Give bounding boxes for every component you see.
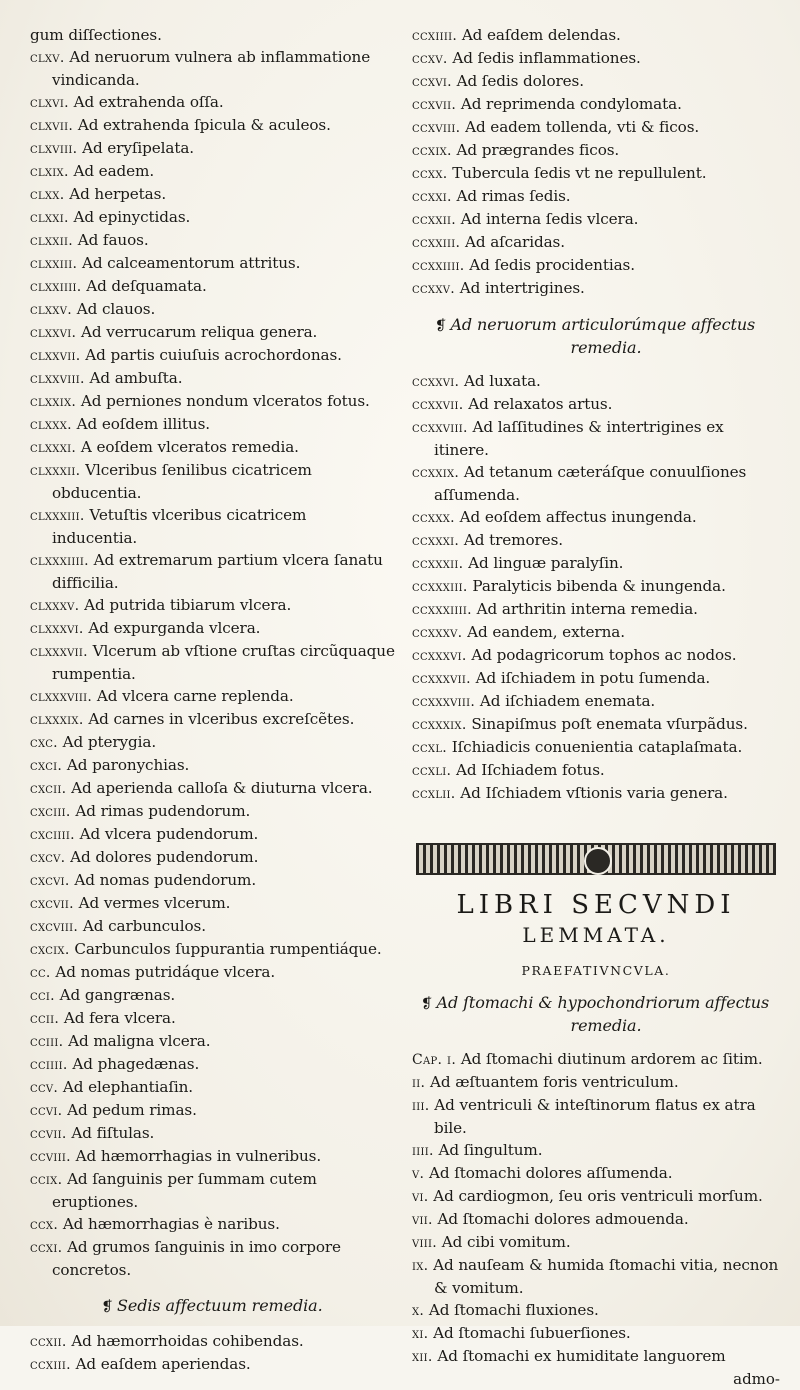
entry-text: Tubercula ſedis vt ne repullulent. [452, 164, 707, 182]
entry-text: Carbunculos ſuppurantia rumpentiáque. [74, 940, 382, 958]
entry-number: xi. [412, 1326, 429, 1342]
entry-text: Ad vlcera carne replenda. [96, 687, 294, 705]
book-title: LIBRI SECVNDI [456, 890, 736, 920]
entry-text: Ad reprimenda condylomata. [460, 95, 682, 113]
lemma-entry [30, 1122, 396, 1145]
entry-number: ccxvii. [412, 97, 457, 113]
entry-text: Ad clauos. [76, 300, 156, 318]
entry-number: ccxxxviii. [412, 694, 476, 710]
entry-number: viii. [412, 1235, 438, 1251]
lemma-entry [412, 667, 780, 690]
entry-text: Ad ſtomachi fluxiones. [428, 1301, 599, 1319]
entry-number: ccvi. [30, 1103, 63, 1119]
chapter-entry [412, 1254, 780, 1299]
lemma-entry [30, 1145, 396, 1168]
lemma-entry [30, 1007, 396, 1030]
lemma-entry [412, 416, 780, 461]
lemma-entry [30, 183, 396, 206]
lemma-entry [30, 1053, 396, 1076]
right-entry-list [412, 24, 780, 300]
entry-number: clxix. [30, 164, 69, 180]
entry-text: Ad eaſdem aperiendas. [75, 1355, 251, 1373]
entry-text: Ad aperienda calloſa & diuturna vlcera. [71, 779, 373, 797]
lemma-entry [412, 24, 780, 47]
lemma-entry [30, 390, 396, 413]
entry-text: Ad interna ſedis vlcera. [460, 210, 639, 228]
entry-number: clxv. [30, 50, 65, 66]
lemma-entry [30, 1236, 396, 1281]
entry-text: Ad herpetas. [69, 185, 167, 203]
lemma-entry [30, 961, 396, 984]
lemma-entry [30, 275, 396, 298]
entry-number: ccxxiii. [412, 235, 461, 251]
entry-number: ccxl. [412, 740, 448, 756]
entry-number: cxcviii. [30, 919, 79, 935]
entry-number: cxcii. [30, 781, 67, 797]
lemma-entry [412, 185, 780, 208]
lemma-entry [30, 549, 396, 594]
chapter-list [412, 1048, 780, 1368]
entry-number: clxxxiii. [30, 508, 85, 524]
entry-number: Cap. i. [412, 1052, 457, 1068]
entry-text: Ad arthritin interna remedia. [476, 600, 698, 618]
entry-text: Ad extremarum partium vlcera ſanatu difficilia. [52, 551, 383, 592]
entry-text: Ad aſcaridas. [464, 233, 565, 251]
lemma-entry [30, 24, 396, 46]
entry-text: Ad ſtomachi diutinum ardorem ac ſitim. [460, 1050, 763, 1068]
entry-number: clxxxix. [30, 712, 84, 728]
lemma-entry [30, 846, 396, 869]
entry-number: clxxxv. [30, 598, 80, 614]
lemma-entry [412, 254, 780, 277]
entry-text: Ad paronychias. [66, 756, 190, 774]
entry-text: Ad intertrigines. [459, 279, 585, 297]
entry-number: xii. [412, 1349, 433, 1365]
entry-text: Ad extrahenda oſſa. [73, 93, 224, 111]
entry-text: Ad relaxatos artus. [468, 395, 613, 413]
lemma-entry [412, 70, 780, 93]
entry-text: Ad epinyctidas. [73, 208, 191, 226]
entry-text: Ad partis cuiuſuis acrochordonas. [85, 346, 342, 364]
entry-text: Ad perniones nondum vlceratos fotus. [80, 392, 370, 410]
lemma-entry [30, 367, 396, 390]
entry-text: Ad eadem tollenda, vti & ficos. [465, 118, 700, 136]
entry-text: Ad eadem. [73, 162, 155, 180]
lemma-entry [412, 736, 780, 759]
entry-number: cxci. [30, 758, 63, 774]
entry-number: ccxxxi. [412, 533, 460, 549]
entry-text: Ad rimas ſedis. [456, 187, 571, 205]
entry-number: clxxiiii. [30, 279, 82, 295]
lemma-entry [30, 114, 396, 137]
lemma-entry [30, 731, 396, 754]
entry-number: ccxxxvi. [412, 648, 467, 664]
entry-text: Ad carbunculos. [82, 917, 206, 935]
entry-number: clxvii. [30, 118, 74, 134]
entry-number: clxxx. [30, 417, 72, 433]
lemma-entry [30, 504, 396, 549]
entry-text: Ad nauſeam & humida ſtomachi vitia, necnon & vomitum. [433, 1256, 779, 1297]
lemma-entry [30, 137, 396, 160]
section-heading-stomachi: ❡ Ad ſtomachi & hypochondriorum affectus remedia. [420, 993, 770, 1035]
section-heading-sedis: ❡ Sedis affectuum remedia. [101, 1296, 323, 1315]
entry-number: ccxlii. [412, 786, 456, 802]
entry-text: Ad cibi vomitum. [441, 1233, 571, 1251]
lemma-entry [412, 506, 780, 529]
lemma-entry [30, 1168, 396, 1213]
entry-text: Ad putrida tibiarum vlcera. [84, 596, 292, 614]
entry-text: Ad eoſdem illitus. [76, 415, 210, 433]
entry-text: Ad tetanum cæteráſque conuulſiones aſſumenda. [434, 463, 747, 504]
entry-number: ccxxxv. [412, 625, 463, 641]
entry-number: ccxxiiii. [412, 258, 465, 274]
entry-text: Ad ſedis procidentias. [469, 256, 635, 274]
entry-text: Sinapiſmus poſt enemata vſurpãdus. [471, 715, 748, 733]
chapter-entry [412, 1094, 780, 1139]
lemma-entry [30, 1213, 396, 1236]
lemma-entry [412, 759, 780, 782]
lemma-entry [30, 708, 396, 731]
chapter-entry [412, 1231, 780, 1254]
entry-number: ccxxii. [412, 212, 456, 228]
entry-number: clxxxvii. [30, 644, 88, 660]
entry-number: cci. [30, 988, 55, 1004]
entry-text: Ad eaſdem delendas. [461, 26, 621, 44]
lemma-entry [30, 1353, 396, 1376]
lemma-entry [30, 617, 396, 640]
entry-text: Ad laſſitudines & intertrigines ex itinere. [434, 418, 724, 459]
lemma-entry [30, 892, 396, 915]
entry-number: clxvi. [30, 95, 69, 111]
lemma-entry [412, 162, 780, 185]
entry-text: Ad ſtomachi ſubuerſiones. [433, 1324, 631, 1342]
lemma-entry [30, 91, 396, 114]
lemma-entry [412, 713, 780, 736]
entry-number: clxxvi. [30, 325, 77, 341]
lemma-entry [30, 1030, 396, 1053]
entry-text: Ad ſtomachi dolores aſſumenda. [429, 1164, 673, 1182]
entry-number: ccxiiii. [412, 28, 458, 44]
entry-text: Ad deſquamata. [86, 277, 207, 295]
entry-text: Ad ſtomachi ex humiditate languorem [437, 1347, 726, 1365]
entry-number: cxcvi. [30, 873, 70, 889]
entry-number: ccxi. [30, 1240, 63, 1256]
entry-text: Ad podagricorum tophos ac nodos. [471, 646, 737, 664]
entry-number: cc. [30, 965, 51, 981]
lemma-entry [412, 277, 780, 300]
entry-text: Ad ſedis dolores. [456, 72, 584, 90]
entry-number: ccxxix. [412, 465, 460, 481]
entry-number: vii. [412, 1212, 433, 1228]
entry-text: Ad linguæ paralyſin. [468, 554, 624, 572]
lemma-entry [30, 938, 396, 961]
chapter-entry [412, 1185, 780, 1208]
lemma-entry [30, 754, 396, 777]
lemma-entry [412, 47, 780, 70]
chapter-entry [412, 1071, 780, 1094]
entry-text: Ad rimas pudendorum. [75, 802, 251, 820]
entry-number: ccx. [30, 1217, 59, 1233]
entry-text: Ad grumos ſanguinis in imo corpore concretos. [52, 1238, 341, 1279]
entry-number: cxcix. [30, 942, 70, 958]
entry-number: ccxvi. [412, 74, 452, 90]
chapter-entry [412, 1139, 780, 1162]
lemma-entry [412, 644, 780, 667]
entry-number: cxciiii. [30, 827, 75, 843]
lemma-entry [30, 823, 396, 846]
entry-text: Ad expurganda vlcera. [88, 619, 261, 637]
chapter-entry [412, 1345, 780, 1368]
entry-text: Ad fera vlcera. [63, 1009, 176, 1027]
entry-text: Ad carnes in vlceribus excreſcẽtes. [88, 710, 355, 728]
lemma-entry [30, 413, 396, 436]
entry-text: Ad pedum rimas. [67, 1101, 197, 1119]
entry-number: cxc. [30, 735, 58, 751]
lemma-entry [30, 436, 396, 459]
entry-text: Iſchiadicis conuenientia cataplaſmata. [451, 738, 743, 756]
entry-number: clxxxii. [30, 463, 81, 479]
entry-text: A eoſdem vlceratos remedia. [80, 438, 299, 456]
entry-number: ccxiii. [30, 1357, 71, 1373]
right-entry-list-after [412, 370, 780, 805]
entry-text: gum diſſectiones. [30, 26, 162, 44]
entry-text: Ad tremores. [463, 531, 563, 549]
lemma-entry [412, 393, 780, 416]
entry-text: Ad gangrænas. [59, 986, 176, 1004]
entry-number: clxviii. [30, 141, 78, 157]
lemma-entry [30, 594, 396, 617]
entry-number: ccxli. [412, 763, 452, 779]
entry-number: cxcv. [30, 850, 66, 866]
lemma-entry [30, 1330, 396, 1353]
entry-number: clxxviii. [30, 371, 85, 387]
entry-text: Ad ambuſta. [89, 369, 183, 387]
lemma-entry [412, 231, 780, 254]
section-heading-neruorum: ❡ Ad neruorum articulorúmque affectus remedia. [434, 315, 756, 357]
entry-text: Ad ſingultum. [438, 1141, 543, 1159]
entry-text: Ad eryſipelata. [82, 139, 195, 157]
entry-number: ccviii. [30, 1149, 71, 1165]
left-entry-list-after [30, 1330, 396, 1376]
lemma-entry [412, 529, 780, 552]
lemma-entry [30, 252, 396, 275]
entry-text: Ad ſtomachi dolores admouenda. [437, 1210, 689, 1228]
pilcrow-icon: ❡ [101, 1299, 114, 1315]
entry-number: ccv. [30, 1080, 59, 1096]
entry-number: vi. [412, 1189, 429, 1205]
entry-number: cciiii. [30, 1057, 68, 1073]
entry-number: clxxxvi. [30, 621, 84, 637]
lemma-entry [412, 690, 780, 713]
entry-text: Ad vermes vlcerum. [78, 894, 231, 912]
entry-number: clxxii. [30, 233, 73, 249]
entry-number: cxcvii. [30, 896, 74, 912]
entry-number: ccxii. [30, 1334, 67, 1350]
left-entry-list [30, 24, 396, 1281]
lemma-entry [412, 598, 780, 621]
right-column [412, 24, 780, 1390]
entry-number: x. [412, 1303, 425, 1319]
entry-text: Ad fauos. [77, 231, 149, 249]
lemma-entry [412, 782, 780, 805]
entry-text: Ad hæmorrhoidas cohibendas. [71, 1332, 304, 1350]
entry-number: cxciii. [30, 804, 71, 820]
entry-number: ccvii. [30, 1126, 67, 1142]
lemma-entry [412, 370, 780, 393]
entry-text: Ad hæmorrhagias in vulneribus. [75, 1147, 322, 1165]
entry-text: Ad eoſdem affectus inungenda. [459, 508, 697, 526]
entry-text: Ad neruorum vulnera ab inflammatione vindicanda. [52, 48, 371, 89]
entry-number: clxxi. [30, 210, 69, 226]
lemma-entry [30, 1076, 396, 1099]
lemma-entry [30, 344, 396, 367]
lemma-entry [412, 552, 780, 575]
lemma-entry [30, 777, 396, 800]
entry-number: ccii. [30, 1011, 60, 1027]
entry-number: ccxxvi. [412, 374, 460, 390]
entry-number: ccxxvii. [412, 397, 464, 413]
lemma-entry [412, 208, 780, 231]
entry-number: iii. [412, 1098, 430, 1114]
entry-text: Ad æſtuantem foris ventriculum. [430, 1073, 679, 1091]
lemma-entry [30, 984, 396, 1007]
entry-text: Ad elephantiaſin. [62, 1078, 194, 1096]
entry-number: ccxxx. [412, 510, 455, 526]
lemma-entry [412, 575, 780, 598]
lemma-entry [30, 869, 396, 892]
lemma-entry [30, 800, 396, 823]
entry-text: Ad ſedis inflammationes. [452, 49, 641, 67]
ornament-band [416, 843, 776, 875]
entry-text: Ad nomas pudendorum. [74, 871, 257, 889]
entry-text: Ad Iſchiadem fotus. [456, 761, 605, 779]
entry-number: ccxxxiiii. [412, 602, 472, 618]
entry-number: clxxxiiii. [30, 553, 89, 569]
entry-text: Ad pterygia. [62, 733, 157, 751]
lemma-entry [412, 93, 780, 116]
pilcrow-icon: ❡ [420, 996, 433, 1012]
entry-text: Ad vlcera pudendorum. [79, 825, 259, 843]
entry-number: clxxiii. [30, 256, 78, 272]
lemma-entry [30, 640, 396, 685]
entry-text: Paralyticis bibenda & inungenda. [472, 577, 726, 595]
chapter-entry [412, 1162, 780, 1185]
lemma-entry [30, 160, 396, 183]
entry-text: Ad prægrandes ficos. [456, 141, 620, 159]
entry-number: ccxxxii. [412, 556, 464, 572]
catchword: admo- [733, 1370, 780, 1388]
entry-number: clxxxi. [30, 440, 77, 456]
praefatiuncula-label: PRAEFATIVNCVLA. [521, 963, 671, 978]
entry-text: Ad ſanguinis per ſummam cutem eruptiones. [52, 1170, 317, 1211]
entry-number: clxxix. [30, 394, 77, 410]
lemma-entry [412, 116, 780, 139]
book-subtitle: LEMMATA. [522, 923, 670, 947]
entry-text: Ad iſchiadem enemata. [479, 692, 656, 710]
lemma-entry [30, 229, 396, 252]
chapter-entry [412, 1208, 780, 1231]
entry-number: clxxv. [30, 302, 73, 318]
chapter-entry [412, 1048, 780, 1071]
entry-text: Ad nomas putridáque vlcera. [55, 963, 276, 981]
lemma-entry [30, 1099, 396, 1122]
entry-text: Ad Iſchiadem vſtionis varia genera. [460, 784, 728, 802]
entry-number: ccxxviii. [412, 420, 468, 436]
entry-number: iiii. [412, 1143, 434, 1159]
entry-text: Ad hæmorrhagias è naribus. [62, 1215, 280, 1233]
mask-ornament-icon [584, 847, 612, 875]
entry-text: Ad ventriculi & inteſtinorum flatus ex atra bile. [434, 1096, 756, 1137]
entry-text: Ad iſchiadem in potu ſumenda. [475, 669, 711, 687]
entry-number: ccxxv. [412, 281, 456, 297]
left-column [30, 24, 396, 1376]
lemma-entry [30, 206, 396, 229]
entry-number: ccxv. [412, 51, 448, 67]
lemma-entry [30, 46, 396, 91]
chapter-entry [412, 1322, 780, 1345]
entry-text: Ad cardiogmon, ſeu oris ventriculi morſum. [433, 1187, 763, 1205]
entry-number: ccxxxiii. [412, 579, 468, 595]
entry-number: v. [412, 1166, 425, 1182]
entry-number: clxxvii. [30, 348, 81, 364]
entry-text: Vetuſtis vlceribus cicatricem inducentia. [52, 506, 307, 547]
chapter-entry [412, 1299, 780, 1322]
entry-text: Ad maligna vlcera. [68, 1032, 211, 1050]
lemma-entry [412, 621, 780, 644]
lemma-entry [30, 321, 396, 344]
entry-text: Ad dolores pudendorum. [70, 848, 259, 866]
entry-text: Ad verrucarum reliqua genera. [81, 323, 318, 341]
entry-text: Ad calceamentorum attritus. [81, 254, 301, 272]
entry-number: clxxxviii. [30, 689, 93, 705]
entry-number: ccxviii. [412, 120, 461, 136]
entry-number: ccxxxix. [412, 717, 467, 733]
lemma-entry [30, 915, 396, 938]
entry-number: ccxxxvii. [412, 671, 471, 687]
entry-text: Ad extrahenda ſpicula & aculeos. [77, 116, 331, 134]
lemma-entry [30, 685, 396, 708]
lemma-entry [412, 461, 780, 506]
entry-number: ii. [412, 1075, 426, 1091]
entry-text: Ad phagedænas. [72, 1055, 200, 1073]
entry-text: Ad eandem, externa. [467, 623, 625, 641]
lemma-entry [30, 298, 396, 321]
entry-number: ccix. [30, 1172, 63, 1188]
entry-text: Ad luxata. [464, 372, 541, 390]
entry-number: ccxxi. [412, 189, 452, 205]
entry-text: Vlcerum ab vſtione cruſtas circũquaque rumpentia. [52, 642, 395, 683]
entry-number: ccxix. [412, 143, 452, 159]
entry-text: Vlceribus ſenilibus cicatricem obducentia. [52, 461, 312, 502]
lemma-entry [30, 459, 396, 504]
entry-number: ccxx. [412, 166, 448, 182]
lemma-entry [412, 139, 780, 162]
pilcrow-icon: ❡ [434, 318, 447, 334]
entry-number: clxx. [30, 187, 65, 203]
entry-text: Ad fiſtulas. [71, 1124, 155, 1142]
entry-number: cciii. [30, 1034, 64, 1050]
entry-number: ix. [412, 1258, 429, 1274]
